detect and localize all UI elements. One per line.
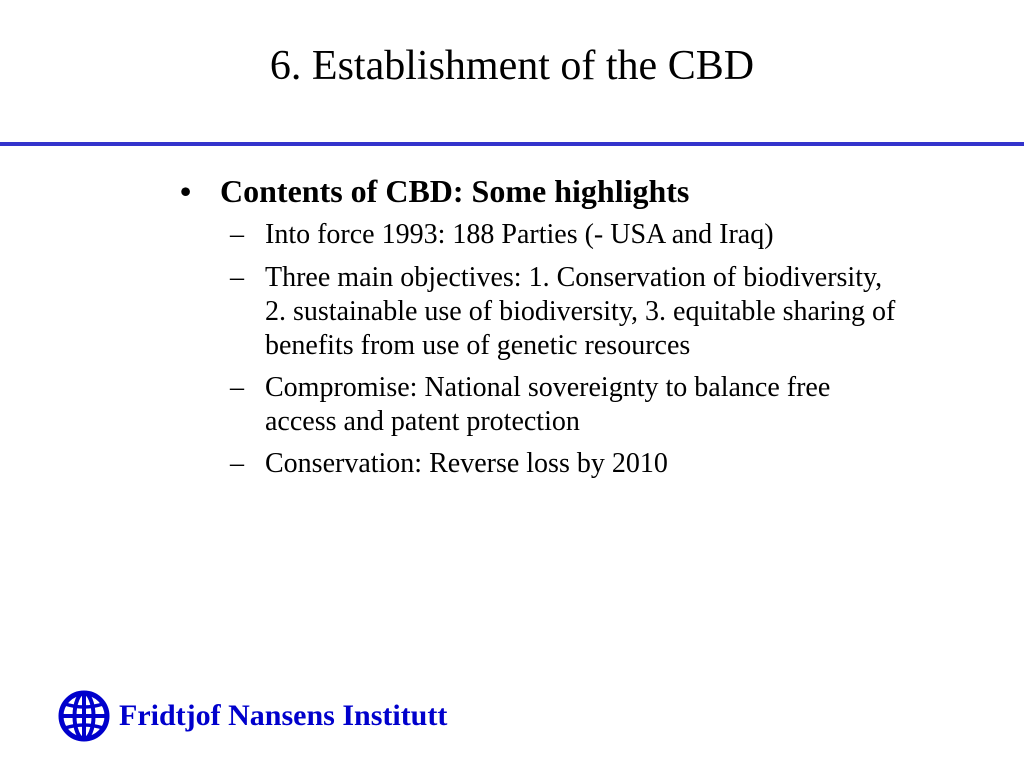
sub-bullet-marker: – bbox=[230, 372, 244, 404]
sub-bullet-text: Into force 1993: 188 Parties (- USA and Iraq) bbox=[265, 219, 774, 251]
sub-bullet-text: Compromise: National sovereignty to balance free access and patent protection bbox=[265, 372, 831, 438]
slide-content bbox=[180, 172, 920, 489]
slide-title: 6. Establishment of the CBD bbox=[269, 43, 755, 89]
institute-name: Fridtjof Nansens Institutt bbox=[119, 699, 448, 732]
sub-bullet-item bbox=[230, 447, 920, 481]
sub-bullet-list bbox=[230, 218, 920, 481]
sub-bullet-item bbox=[230, 371, 920, 439]
sub-bullet-marker: – bbox=[230, 261, 244, 293]
sub-bullet-marker: – bbox=[230, 219, 244, 251]
sub-bullet-text: Conservation: Reverse loss by 2010 bbox=[265, 448, 668, 480]
sub-bullet-marker: – bbox=[230, 448, 244, 480]
globe-icon bbox=[57, 689, 111, 743]
globe-icon-graphic bbox=[57, 689, 111, 743]
main-bullet bbox=[180, 172, 920, 210]
sub-bullet-text: Three main objectives: 1. Conservation of biodiversity, 2. sustainable use of biodiversity, 3. equitable sharing of benefits from use of genetic resources bbox=[265, 261, 896, 361]
main-bullet-text: Contents of CBD: Some highlights bbox=[220, 173, 690, 209]
sub-bullet-item bbox=[230, 218, 920, 252]
footer-branding bbox=[57, 689, 447, 743]
sub-bullet-item bbox=[230, 261, 920, 363]
bullet-marker: • bbox=[180, 173, 192, 209]
title-divider bbox=[0, 142, 1024, 146]
